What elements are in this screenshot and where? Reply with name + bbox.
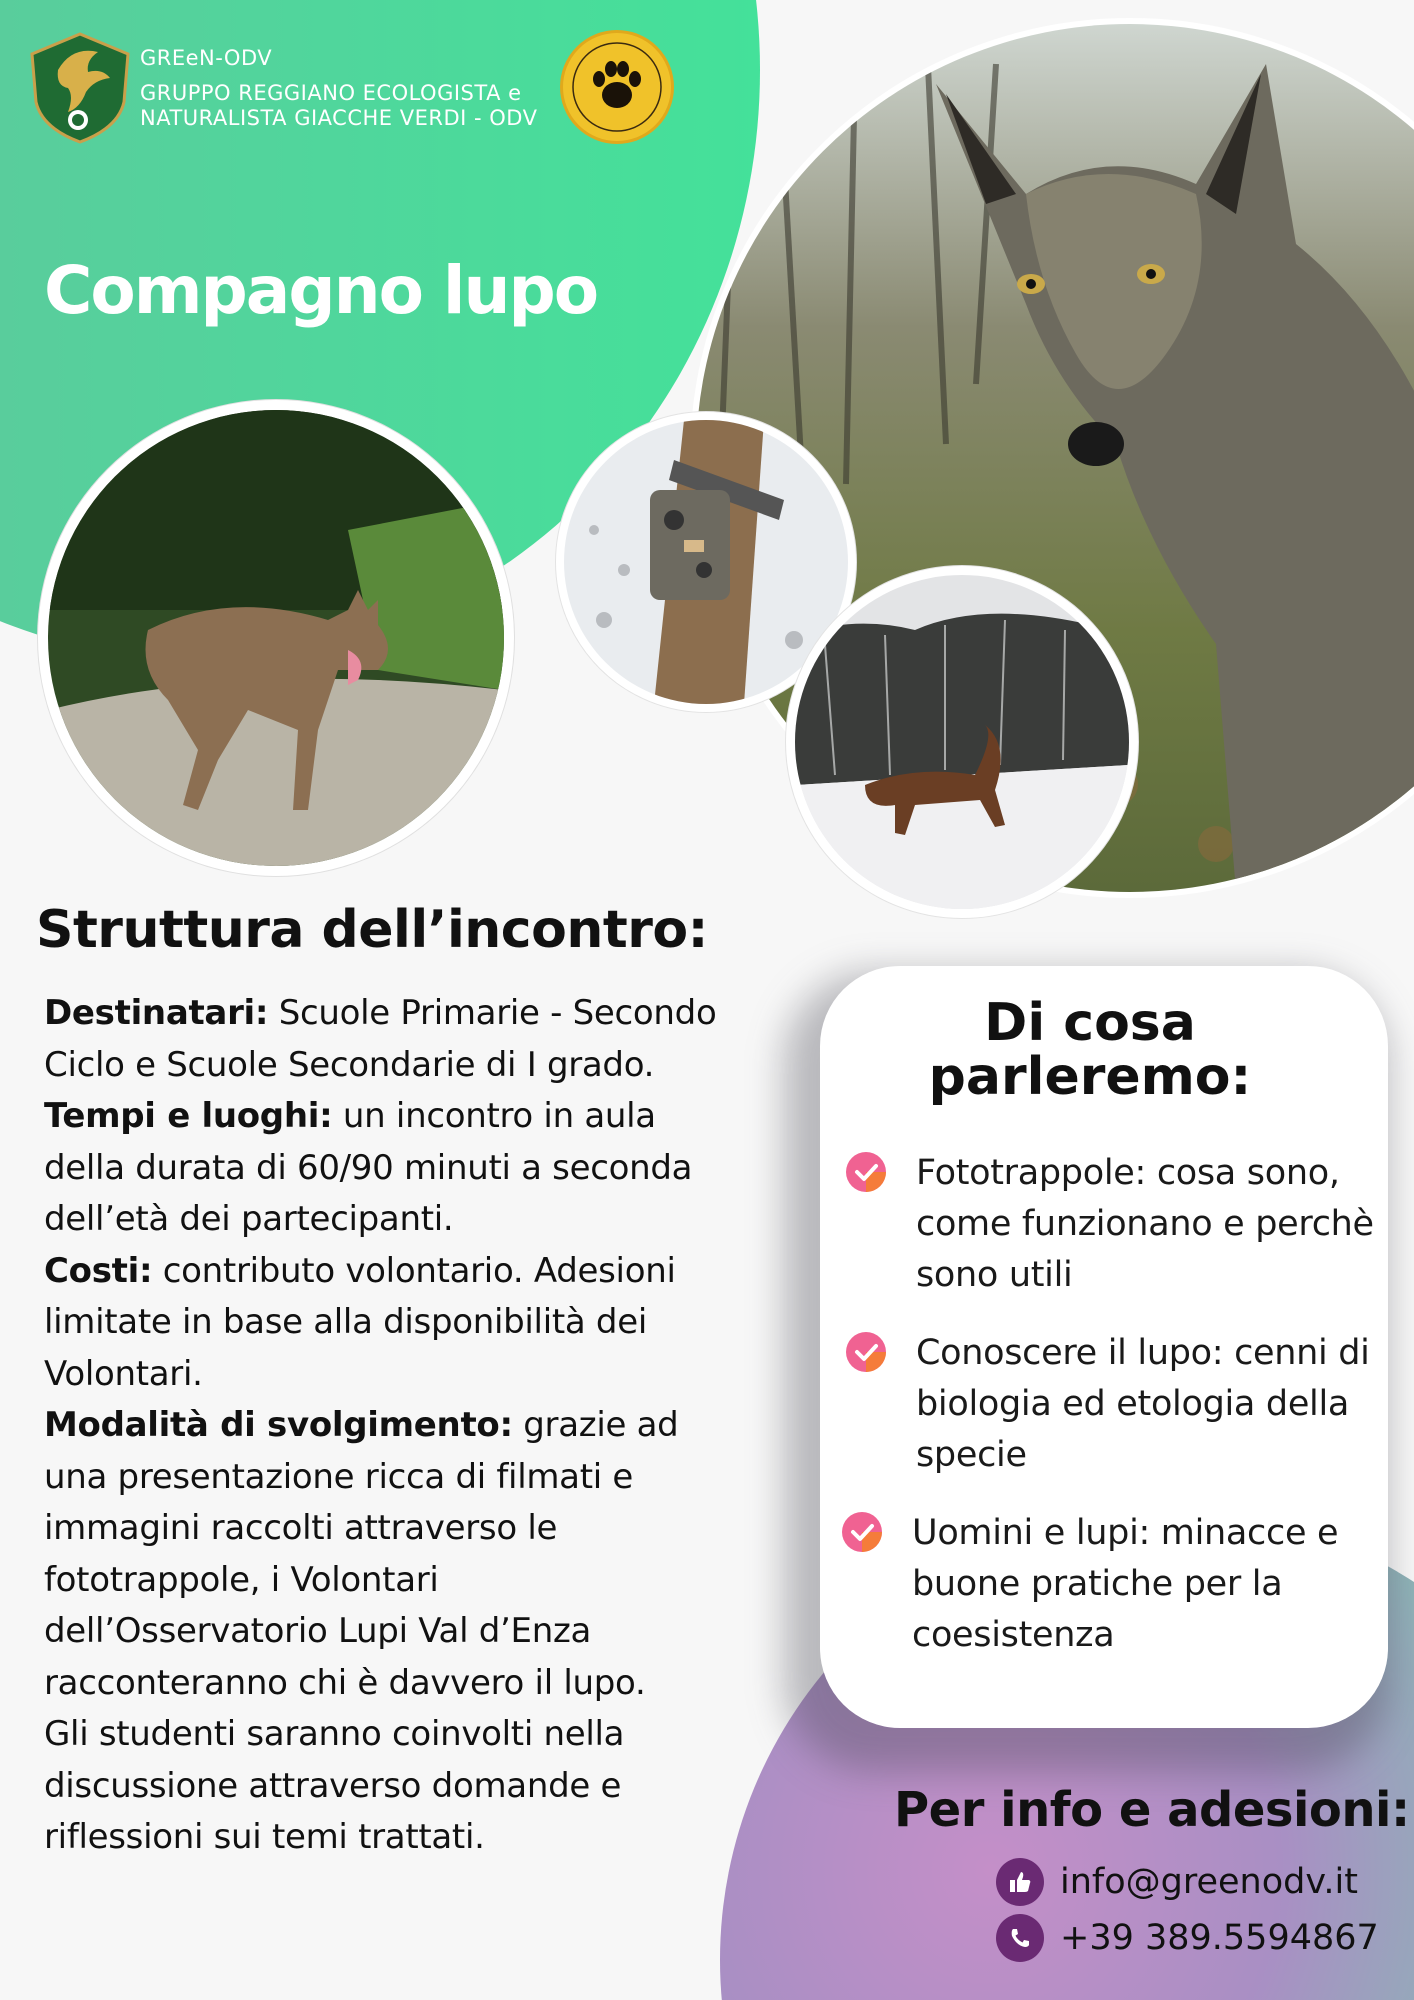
section-label: Destinatari: <box>44 993 269 1033</box>
wolf-in-snow-photo <box>786 566 1138 918</box>
section-text: contributo volontario. Adesioni limitate in base alla disponibilità dei Volontari. <box>44 1250 676 1394</box>
structure-section-method <box>44 1400 724 1709</box>
section-label: Modalità di svolgimento: <box>44 1405 513 1445</box>
wolf-walking-photo <box>38 400 514 876</box>
section-label: Tempi e luoghi: <box>44 1096 333 1136</box>
section-text: Scuole Primarie - Secondo Ciclo e Scuole Secondarie di I grado. <box>44 993 717 1085</box>
section-label: Costi: <box>44 1250 153 1291</box>
organization-name <box>140 46 537 131</box>
topic-text: Fototrappole: cosa sono, come funzionano e perchè sono utili <box>916 1153 1374 1295</box>
check-icon <box>846 1152 886 1192</box>
structure-section-costs <box>44 1246 724 1401</box>
osservatorio-lupi-badge <box>560 30 674 144</box>
org-full-name-line2: NATURALISTA GIACCHE VERDI - ODV <box>140 106 538 130</box>
check-icon <box>842 1512 882 1552</box>
structure-heading: Struttura dell’incontro: <box>36 900 708 960</box>
thumbs-up-icon <box>996 1858 1044 1906</box>
topic-text: Uomini e lupi: minacce e buone pratiche per la coesistenza <box>912 1513 1339 1655</box>
topic-text: Conoscere il lupo: cenni di biologia ed etologia della specie <box>916 1333 1370 1475</box>
structure-body <box>44 988 724 1864</box>
section-text: un incontro in aula della durata di 60/90 minuti a seconda dell’età dei partecipanti. <box>44 1096 693 1239</box>
topics-card <box>820 966 1388 1728</box>
org-full-name-line1: GRUPPO REGGIANO ECOLOGISTA e <box>140 81 522 105</box>
phone-icon <box>996 1914 1044 1962</box>
topic-item <box>846 1328 1376 1481</box>
contact-email[interactable]: info@greenodv.it <box>1060 1862 1358 1902</box>
contact-email-row[interactable] <box>996 1858 1358 1906</box>
page-title: Compagno lupo <box>44 252 598 329</box>
topic-item <box>846 1148 1376 1301</box>
giacche-verdi-logo <box>28 32 132 144</box>
contact-phone[interactable]: +39 389.5594867 <box>1060 1918 1379 1958</box>
contact-heading: Per info e adesioni: <box>894 1782 1410 1838</box>
section-text: grazie ad una presentazione ricca di filmati e immagini raccolti attraverso le fototrappole, i Volontari dell’Osservatorio Lupi Val d’Enza racconteranno chi è davvero il lupo. <box>44 1405 679 1703</box>
check-icon <box>846 1332 886 1372</box>
topic-item <box>842 1508 1372 1661</box>
topics-heading-line2: parleremo: <box>928 1047 1252 1107</box>
structure-section-recipients <box>44 988 724 1091</box>
org-short-name: GREeN-ODV <box>140 46 273 70</box>
structure-section-timing <box>44 1091 724 1246</box>
structure-closing: Gli studenti saranno coinvolti nella discussione attraverso domande e riflessioni sui temi trattati. <box>44 1714 625 1857</box>
topics-heading <box>820 993 1360 1107</box>
topics-heading-line1: Di cosa <box>984 993 1196 1053</box>
contact-phone-row[interactable] <box>996 1914 1379 1962</box>
